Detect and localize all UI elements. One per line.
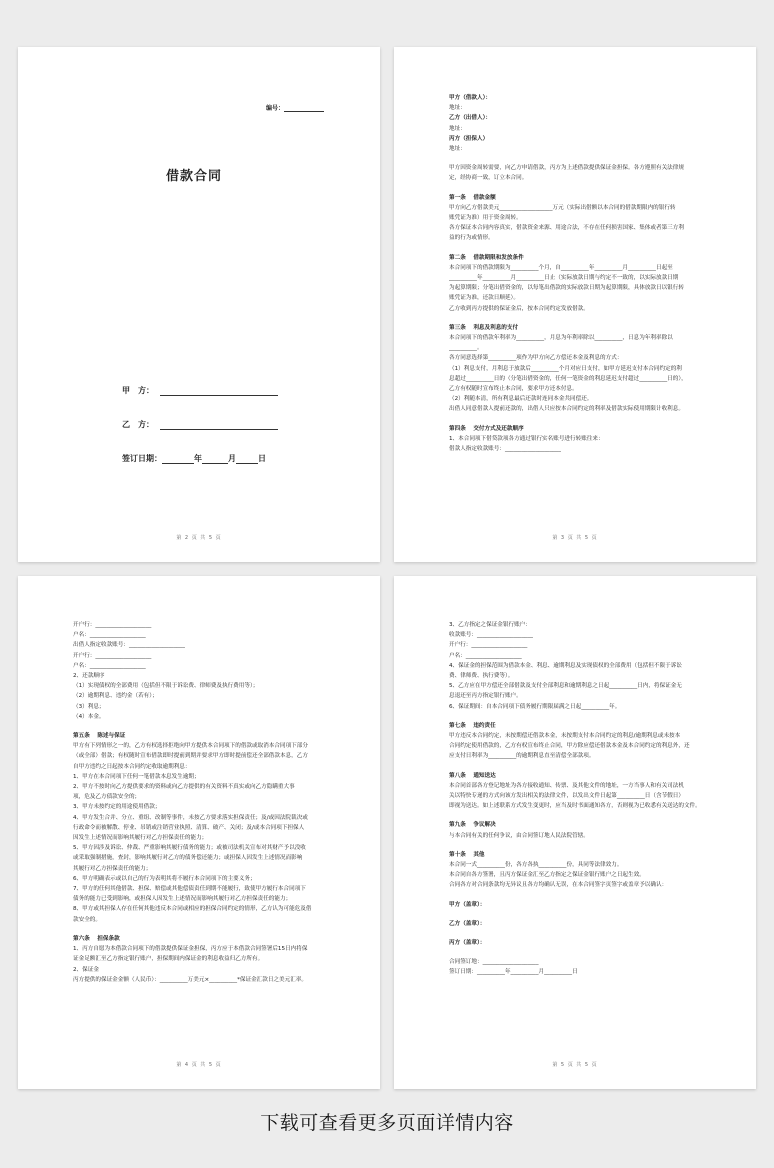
paragraph-gap — [449, 184, 716, 193]
text-line: 即视为送达。如上述联系方式发生变更时，应当及时书面通知各方，否则视为已收悉有关送达的文件。 — [449, 803, 701, 810]
text-line: 本合同项下的借款年利率为__________，月息为年利率除以__________，日息为年利率除以 — [449, 335, 673, 342]
text-line: 6、甲方明确表示或以自己的行为表明其将不履行本合同项下的主要义务； — [73, 875, 256, 882]
text-line: 开户行：____________________ — [73, 652, 152, 659]
text-line: （1）利息支付，月利息于放款后__________个月对应日支付，如甲方延迟支付本合同约定的利 — [449, 365, 682, 372]
party-b-blank — [160, 420, 278, 430]
document-title: 借款合同 — [166, 169, 223, 184]
text-line: 甲方有下列情形之一的，乙方有权选择拒绝向甲方提供本合同项下的借款或取消本合同项下部分 — [73, 743, 308, 750]
text-line: 本合同一式__________份，各方各执__________份，具同等法律效力。 — [449, 862, 623, 869]
text-line: 2、保证金 — [73, 966, 99, 973]
text-line: 丙方提供的保证金金额（人民币）：__________万美元×__________*保证金汇款日之美元汇率。 — [73, 976, 308, 983]
paragraph-gap — [449, 948, 716, 957]
text-line: 乙方有权随时宣布终止本合同，要求甲方还本付息。 — [449, 386, 578, 393]
paragraph-gap — [449, 762, 716, 771]
text-line: 出借人同意借款人提前还款的，出借人只应按本合同约定的利率及借款实际使用期限计收利息。 — [449, 406, 684, 413]
paragraph-gap — [449, 841, 716, 850]
text-line: 账凭证为准，还款日顺延）。 — [449, 295, 519, 302]
year-label: 年 — [194, 454, 202, 463]
party-a-label: 甲 方： — [122, 386, 154, 395]
text-line: 各方同意选择第__________项作为甲方向乙方偿还本金及利息的方式： — [449, 355, 623, 362]
text-line: 息超过__________日的（分笔出借资金的，任何一笔资金的利息延迟支付超过__________日的）， — [449, 375, 687, 382]
contract-page-2 — [394, 47, 756, 562]
text-line: 甲方违反本合同约定，未按期偿还借款本金，未按期支付本合同约定的利息/逾期利息或未按本 — [449, 733, 681, 740]
text-line: 开户行：____________________ — [449, 642, 528, 649]
text-line: 出借人指定收款账号：____________________ — [73, 642, 185, 649]
text-line: 本合同项下的借款期限为__________个月，自__________年__________月__________日起至 — [449, 264, 673, 271]
day-label: 日 — [258, 454, 266, 463]
text-line: 款安全的。 — [73, 916, 101, 923]
text-line: （4）本金。 — [73, 713, 105, 720]
text-line: 甲方因资金周转需要，向乙方申请借款，丙方为上述借款提供保证金担保。各方遵照有关法律规 — [449, 165, 684, 172]
page-number: 第 4 页 共 5 页 — [176, 1062, 222, 1068]
text-line: 本合同自各方签署，且丙方保证金汇至乙方指定之保证金银行账户之日起生效。 — [449, 872, 645, 879]
text-line: 4、甲方发生合并、分立、重组、改制等事件，未按乙方要求落实担保责任；及/或因法院裁决或 — [73, 814, 308, 821]
paragraph-gap — [449, 910, 716, 919]
text-line: 1、本合同项下借贷款项各方通过银行实名账号进行转账往来： — [449, 435, 604, 442]
text-line: 乙方收到丙方提供的保证金后，按本合同约定发放借款。 — [449, 305, 589, 312]
text-line: 签订日期：__________年__________月__________日 — [449, 969, 578, 976]
text-line: 地址： — [449, 146, 466, 153]
cover-page — [18, 47, 380, 562]
text-line: 息退还至丙方指定银行账户。 — [449, 693, 522, 700]
text-line: 7、甲方的任何其他借款、担保、赔偿或其他偿债责任到期不能履行，致使甲方履行本合同项下 — [73, 886, 306, 893]
section-heading: 第六条 担保条款 — [73, 935, 120, 942]
paragraph-gap — [73, 722, 340, 731]
text-line: 5、甲方因涉及诉讼、仲裁、严重影响其履行债务的能力；或被司法机关宣布对其财产予以没收 — [73, 845, 306, 852]
paragraph-gap — [449, 891, 716, 900]
text-line: 1、丙方自愿为本借款合同项下的借款提供保证金担保，丙方应于本借款合同签署后15日内将保 — [73, 946, 308, 953]
paragraph-gap — [449, 811, 716, 820]
text-line: 2、甲方不按时向乙方提供要求的资料或向乙方提供的有关资料不真实或向乙方隐瞒重大事 — [73, 784, 295, 791]
page-number: 第 5 页 共 5 页 — [552, 1062, 598, 1068]
paragraph-gap — [73, 925, 340, 934]
section-heading: 第三条 利息及利息的支付 — [449, 324, 519, 331]
text-line: 各方保证本合同内容真实，借款资金来源、用途合法，不存在任何损害国家、集体或者第三方利 — [449, 225, 684, 232]
section-heading: 甲方（借款人）： — [449, 95, 491, 101]
paragraph-gap — [449, 154, 716, 163]
contract-number-blank — [284, 105, 324, 112]
text-line: （1）实现债权的全部费用（包括但不限于诉讼费、律师费及执行费用等）； — [73, 683, 259, 690]
text-line: 债务的能力已受到影响，或担保人因发生上述情况而影响其履行对乙方担保责任的能力； — [73, 896, 292, 903]
party-b-row — [122, 419, 278, 430]
party-a-blank — [160, 386, 278, 396]
text-line: 户名：____________________ — [449, 652, 522, 659]
text-line: 费、律师费、执行费等）。 — [449, 673, 514, 680]
text-line: 甲方向乙方借款美元___________________万元（实际出借额以本合同的借款期限内的银行转 — [449, 204, 676, 211]
text-line: （3）利息； — [73, 703, 105, 710]
text-line: 借款人指定收款账号：____________________ — [449, 446, 561, 453]
paragraph-gap — [449, 314, 716, 323]
text-line: 定，经协商一致，订立本合同。 — [449, 175, 528, 182]
day-blank — [236, 454, 258, 464]
paragraph-gap — [449, 929, 716, 938]
text-line: 户名：____________________ — [73, 662, 146, 669]
page-body — [449, 93, 716, 454]
text-line: __________。 — [449, 345, 483, 352]
section-heading: 第八条 通知送达 — [449, 772, 496, 779]
contract-page-3 — [18, 576, 380, 1089]
text-line: 1、甲方在本合同项下任何一笔借款本息发生逾期； — [73, 773, 200, 780]
page-number: 第 2 页 共 5 页 — [176, 535, 222, 541]
section-heading: 第一条 借款金额 — [449, 194, 496, 201]
section-heading: 第九条 争议解决 — [449, 822, 496, 829]
text-line: 为起算期限；分笔出借资金的，以每笔出借款的实际放款日期为起算期限，具体放款日以银行转 — [449, 285, 684, 292]
section-heading: 第十条 其他 — [449, 851, 485, 858]
page-body — [449, 620, 716, 978]
page-number: 第 3 页 共 5 页 — [552, 535, 598, 541]
section-heading: 乙方（出借人）： — [449, 115, 491, 122]
text-line: 合同签订地：____________________ — [449, 959, 539, 966]
text-line: 2、还款顺序 — [73, 673, 105, 680]
contract-page-4 — [394, 576, 756, 1089]
text-line: （2）逾期利息、违约金（若有）； — [73, 693, 158, 700]
section-heading: 第五条 陈述与保证 — [73, 733, 126, 740]
text-line: 其履行对乙方担保责任的能力； — [73, 865, 152, 872]
text-line: 益的行为或情形。 — [449, 235, 494, 242]
contract-number — [266, 103, 324, 112]
section-heading: 甲方（盖章）： — [449, 901, 486, 908]
section-heading: 丙方（担保人） — [449, 135, 489, 142]
text-line: 开户行：____________________ — [73, 622, 152, 628]
section-heading: 第二条 借款期限和发放条件 — [449, 254, 524, 261]
text-line: 6、保证期间：自本合同项下债务履行期限届满之日起__________年。 — [449, 703, 621, 710]
text-line: 合同各方对合同条款均无异议且各方均确认无误，在本合同签字页签字或盖章予以确认： — [449, 882, 668, 889]
text-line: （或全部）借款；有权随时宣布借款即时提前到期并要求甲方即时提前偿还全部借款本息，乙方 — [73, 753, 308, 760]
text-line: 账凭证为准）用于资金周转。 — [449, 215, 522, 222]
text-line: 5、乙方应在甲方偿还全部借款及支付全部利息和逾期利息之日起__________日内，将保证金无 — [449, 683, 682, 690]
page-body — [73, 620, 340, 985]
text-line: 自甲方违约之日起按本合同约定收取逾期利息： — [73, 763, 191, 770]
text-line: 地址： — [449, 125, 466, 132]
text-line: 本合同首部各方登记地址为各方接收通知、传票、及其他文件的地址，一方当事人和有关司法机 — [449, 782, 684, 789]
text-line: 收款账号：____________________ — [449, 632, 533, 639]
month-label: 月 — [228, 454, 236, 463]
text-line: （2）利随本清，所有利息最后还款时连同本金共同偿还。 — [449, 396, 593, 403]
party-b-label: 乙 方： — [122, 420, 154, 429]
party-a-row — [122, 385, 278, 396]
text-line: 应支付日利率为__________的逾期利息直至清偿全部款项。 — [449, 753, 595, 760]
text-line: 3、乙方指定之保证金银行账户： — [449, 622, 531, 628]
section-heading: 第四条 交付方式及还款顺序 — [449, 425, 524, 432]
section-heading: 第七条 违约责任 — [449, 722, 496, 729]
text-line: 地址： — [449, 105, 466, 112]
text-line: 4、保证金的担保范围为借款本金、利息、逾期利息及实现债权的全部费用（包括但不限于诉讼 — [449, 662, 682, 669]
text-line: 3、甲方未按约定的用途使用借款； — [73, 804, 161, 811]
download-prompt[interactable]: 下载可查看更多页面详情内容 — [260, 1112, 514, 1134]
paragraph-gap — [449, 415, 716, 424]
text-line: 或采取强制措施，查封，影响其履行对乙方的债务偿还能力；或担保人因发生上述情况而影响 — [73, 855, 303, 862]
text-line: 关以特快专递的方式向该方发出相关的法律文件，以发出文件日起第__________日（含节假日） — [449, 793, 684, 800]
text-line: 8、甲方或其担保人存在任何其他违反本合同或相应的担保合同约定的情形，乙方认为可能危及借 — [73, 906, 312, 913]
paragraph-gap — [449, 712, 716, 721]
text-line: 户名：____________________ — [73, 632, 146, 639]
paragraph-gap — [449, 244, 716, 253]
year-blank — [162, 454, 194, 464]
text-line: 与本合同有关的任何争议，由合同签订地人民法院管辖。 — [449, 832, 589, 839]
text-line: 因发生上述情况而影响其履行对乙方担保责任的能力； — [73, 835, 208, 842]
text-line: 项，危及乙方债款安全的； — [73, 794, 141, 801]
text-line: 证金足额汇至乙方指定银行账户，担保期间内保证金的利息收益归乙方所有。 — [73, 956, 264, 963]
sign-date-row — [122, 453, 266, 464]
section-heading: 丙方（盖章）： — [449, 940, 486, 947]
text-line: 行政命令而被解散、停业、吊销或注销营业执照、清算、破产、关闭；及/或本合同项下担保人 — [73, 824, 305, 831]
month-blank — [202, 454, 228, 464]
contract-number-label: 编号： — [266, 105, 285, 112]
text-line: 合同约定使用借款的，乙方有权宣布终止合同，甲方除应偿还借款本金及本合同约定的利息外，还 — [449, 743, 690, 750]
section-heading: 乙方（盖章）： — [449, 920, 486, 927]
sign-date-label: 签订日期： — [122, 454, 162, 463]
text-line: __________年__________月__________日止（实际放款日期与约定不一致的，以实际放款日期 — [449, 275, 679, 282]
